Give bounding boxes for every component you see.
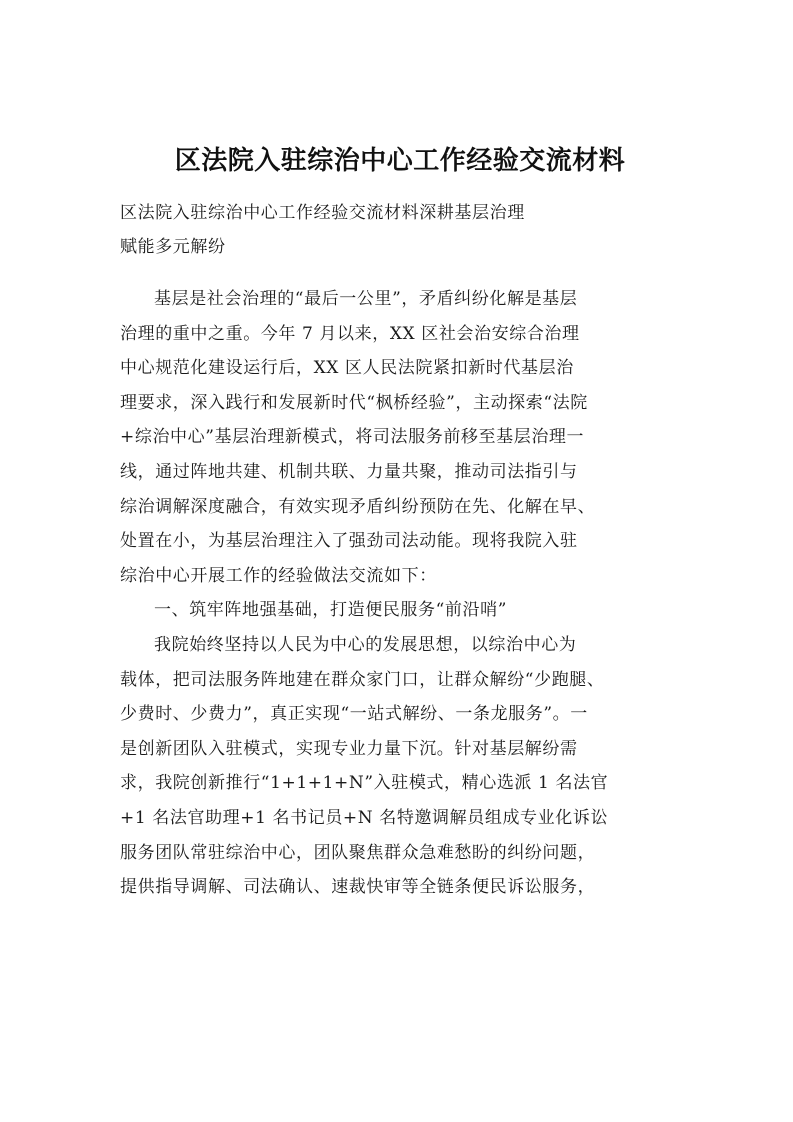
section-heading-text: 一、筑牢阵地强基础，打造便民服务“前沿哨” bbox=[154, 600, 507, 621]
document-title: 区法院入驻综治中心工作经验交流材料 bbox=[174, 146, 626, 177]
paragraph-line: 治理的重中之重。今年 7 月以来，XX 区社会治安综合治理 bbox=[120, 323, 580, 344]
subtitle-line: 赋能多元解纷 bbox=[120, 237, 226, 257]
paragraph-line: 少费时、少费力”，真正实现“一站式解纷、一条龙服务”。一 bbox=[120, 704, 588, 725]
paragraph-introduction bbox=[120, 282, 680, 593]
paragraph-line: 我院始终坚持以人民为中心的发展思想，以综治中心为 bbox=[154, 634, 577, 655]
paragraph-line: 求，我院创新推行“1+1+1+N”入驻模式，精心选派 1 名法官 bbox=[120, 773, 609, 794]
paragraph-line: 理要求，深入践行和发展新时代“枫桥经验”，主动探索“法院 bbox=[120, 392, 588, 413]
paragraph-line: 综治调解深度融合，有效实现矛盾纠纷预防在先、化解在早、 bbox=[120, 496, 596, 517]
paragraph-line: +1 名法官助理+1 名书记员+N 名特邀调解员组成专业化诉讼 bbox=[120, 807, 609, 828]
paragraph-line: 服务团队常驻综治中心，团队聚焦群众急难愁盼的纠纷问题， bbox=[120, 842, 596, 863]
paragraph-line: +综治中心”基层治理新模式，将司法服务前移至基层治理一 bbox=[120, 427, 585, 448]
subtitle-line: 区法院入驻综治中心工作经验交流材料深耕基层治理 bbox=[120, 203, 525, 223]
paragraph-line: 载体，把司法服务阵地建在群众家门口，让群众解纷“少跑腿、 bbox=[120, 669, 605, 690]
document-body bbox=[120, 282, 680, 905]
paragraph-line: 线，通过阵地共建、机制共联、力量共聚，推动司法指引与 bbox=[120, 461, 578, 482]
paragraph-line: 提供指导调解、司法确认、速裁快审等全链条便民诉讼服务， bbox=[120, 877, 596, 898]
paragraph-section-one bbox=[120, 628, 680, 905]
document-subtitle bbox=[120, 196, 680, 264]
paragraph-line: 处置在小，为基层治理注入了强劲司法动能。现将我院入驻 bbox=[120, 531, 578, 552]
paragraph-line: 中心规范化建设运行后，XX 区人民法院紧扣新时代基层治 bbox=[120, 358, 574, 379]
paragraph-line: 综治中心开展工作的经验做法交流如下： bbox=[120, 565, 437, 586]
section-heading bbox=[120, 593, 680, 628]
paragraph-line: 是创新团队入驻模式，实现专业力量下沉。针对基层解纷需 bbox=[120, 738, 578, 759]
paragraph-line: 基层是社会治理的“最后一公里”，矛盾纠纷化解是基层 bbox=[154, 289, 578, 309]
